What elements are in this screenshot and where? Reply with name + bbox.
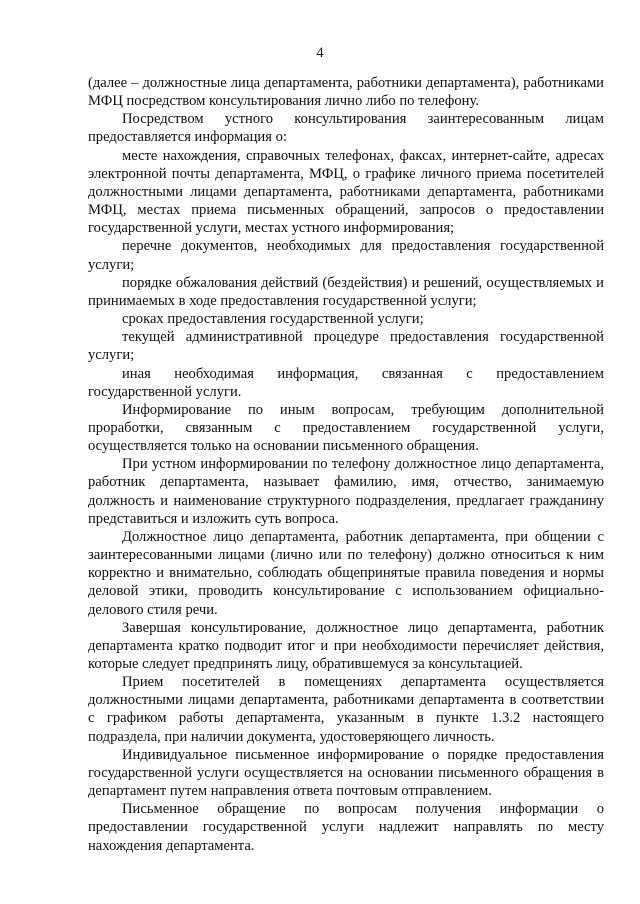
paragraph-other-info: иная необходимая информация, связанная с предоставлением государственной услуги. bbox=[88, 365, 604, 400]
paragraph-other-questions: Информирование по иным вопросам, требующим дополнительной проработки, связанным с предоставлением государственной услуги, осуществляется только на основании письменного обращения. bbox=[88, 401, 604, 455]
paragraph-continuation: (далее – должностные лица департамента, работники департамента), работниками МФЦ посредством консультирования лично либо по телефону. bbox=[88, 75, 604, 110]
paragraph-consulting-completion: Завершая консультирование, должностное лицо департамента, работник департамента кратко подводит итог и при необходимости перечисляет действия, которые следует предпринять лицу, обратившемуся за консультацией. bbox=[88, 619, 604, 672]
paragraph-phone-informing: При устном информировании по телефону должностное лицо департамента, работник департамента, называет фамилию, имя, отчество, занимаемую должность и наименование структурного подразделения, предлагает гражданину представиться и изложить суть вопроса. bbox=[88, 456, 604, 527]
paragraph-contacts-info: месте нахождения, справочных телефонах, факсах, интернет-сайте, адресах электронной почты департамента, МФЦ, о графике личного приема посетителей должностными лицами департамента, работниками департамента, работниками МФЦ, местах приема письменных обращений, запросов о предоставлении государственной услуги, местах устного информирования; bbox=[88, 147, 604, 237]
paragraph-appeal-procedure: порядке обжалования действий (бездействия) и решений, осуществляемых и принимаемых в ходе предоставления государственной услуги; bbox=[88, 274, 604, 309]
document-body bbox=[88, 74, 604, 855]
paragraph-ethics: Должностное лицо департамента, работник департамента, при общении с заинтересованными лицами (лично или по телефону) должно относиться к ним корректно и внимательно, соблюдать общепринятые правила поведения и нормы деловой этики, проводить консультирование с использованием официально-делового стиля речи. bbox=[88, 528, 604, 618]
paragraph-service-terms: сроках предоставления государственной услуги; bbox=[122, 311, 424, 328]
paragraph-written-request: Письменное обращение по вопросам получения информации о предоставлении государственной услуги надлежит направлять по месту нахождения департамента. bbox=[88, 801, 604, 854]
paragraph-current-procedure: текущей административной процедуре предоставления государственной услуги; bbox=[88, 329, 604, 364]
page-number: 4 bbox=[316, 45, 324, 61]
paragraph-written-informing: Индивидуальное письменное информирование о порядке предоставления государственной услуги осуществляется на основании письменного обращения в департамент путем направления ответа почтовым отправлением. bbox=[88, 746, 604, 800]
paragraph-visitor-reception: Прием посетителей в помещениях департамента осуществляется должностными лицами департамента, работниками департамента в соответствии с графиком работы департамента, указанным в пункте 1.3.2 настоящего подраздела, при наличии документа, удостоверяющего личность. bbox=[88, 674, 604, 745]
paragraph-oral-consulting: Посредством устного консультирования заинтересованным лицам предоставляется информация о: bbox=[88, 111, 604, 146]
paragraph-documents-list: перечне документов, необходимых для предоставления государственной услуги; bbox=[88, 238, 604, 273]
